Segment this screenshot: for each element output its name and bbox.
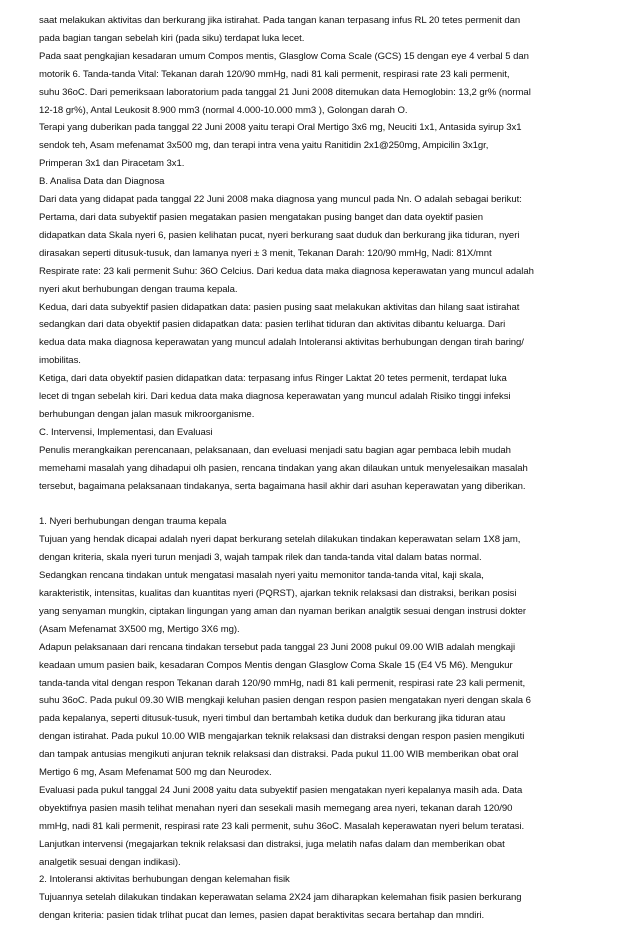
- text-line: mmHg, nadi 81 kali permenit, respirasi rate 23 kali permenit, suhu 36oC. Masalah keperawatan nyeri belum teratasi.: [39, 820, 525, 832]
- text-line: sedangkan dari data obyektif pasien didapatkan data: pasien terlihat tiduran dan aktivitas dibantu keluarga. Dari: [39, 319, 506, 331]
- blank-line: [39, 495, 616, 513]
- text-line: 1. Nyeri berhubungan dengan trauma kepala: [39, 516, 227, 528]
- text-line: Adapun pelaksanaan dari rencana tindakan tersebut pada tanggal 23 Juni 2008 pukul 09.00 WIB adalah mengkaji: [39, 641, 516, 653]
- text-line: dan tampak antusias mengikuti anjuran teknik relaksasi dan distraksi. Pada pukul 11.00 WIB memberikan obat oral: [39, 749, 519, 761]
- text-line: dengan kriteria: pasien tidak trlihat pucat dan lemes, pasien dapat beraktivitas secara bertahap dan mndiri.: [39, 910, 485, 922]
- text-line: dengan istirahat. Pada pukul 10.00 WIB mengajarkan teknik relaksasi dan distraksi dengan respon pasien mengikuti: [39, 731, 525, 743]
- text-line: lecet di tngan sebelah kiri. Dari kedua data maka diagnosa keperawatan yang muncul adalah Risiko tinggi infeksi: [39, 391, 511, 403]
- text-line: (Asam Mefenamat 3X500 mg, Mertigo 3X6 mg).: [39, 623, 240, 635]
- text-line: suhu 36oC. Pada pukul 09.30 WIB mengkaji keluhan pasien dengan respon pasien mengatakan nyeri dengan skala 6: [39, 695, 531, 707]
- text-line: Tujuannya setelah dilakukan tindakan keperawatan selama 2X24 jam diharapkan kelemahan fisik pasien berkurang: [39, 892, 522, 904]
- text-line: Pada saat pengkajian kesadaran umum Compos mentis, Glasglow Coma Scale (GCS) 15 dengan eye 4 verbal 5 dan: [39, 50, 529, 62]
- text-line: dengan kriteria, skala nyeri turun menjadi 3, wajah tampak rilek dan tanda-tanda vital dalam batas normal.: [39, 552, 482, 564]
- text-line: Dari data yang didapat pada tanggal 22 Juni 2008 maka diagnosa yang muncul pada Nn. O adalah sebagai berikut:: [39, 194, 522, 206]
- text-line: dirasakan seperti ditusuk-tusuk, dan lamanya nyeri ± 3 menit, Tekanan Darah: 120/90 mmHg, Nadi: 81X/mnt: [39, 247, 492, 259]
- text-line: B. Analisa Data dan Diagnosa: [39, 176, 165, 188]
- text-line: yang senyaman mungkin, ciptakan lingungan yang aman dan nyaman berikan analgtik sesuai dengan instrusi dokter: [39, 605, 527, 617]
- text-line: Sedangkan rencana tindakan untuk mengatasi masalah nyeri yaitu memonitor tanda-tanda vital, kaji skala,: [39, 570, 484, 582]
- text-line: kedua data maka diagnosa keperawatan yang muncul adalah Intoleransi aktivitas berhubungan dengan tirah baring/: [39, 337, 524, 349]
- text-line: tanda-tanda vital dengan respon Tekanan darah 120/90 mmHg, nadi 81 kali permenit, respirasi rate 23 kali permenit,: [39, 677, 526, 689]
- text-line: Ketiga, dari data obyektif pasien didapatkan data: terpasang infus Ringer Laktat 20 tetes permenit, terdapat luka: [39, 373, 507, 385]
- text-line: Kedua, dari data subyektif pasien didapatkan data: pasien pusing saat melakukan aktivitas dan hilang saat istirahat: [39, 301, 520, 313]
- text-line: obyektifnya pasien masih telihat menahan nyeri dan sesekali masih memegang area nyeri, tekanan darah 120/90: [39, 802, 513, 814]
- text-line: sendok teh, Asam mefenamat 3x500 mg, dan terapi intra vena yaitu Ranitidin 2x1@250mg, Ampicilin 3x1gr,: [39, 140, 489, 152]
- text-line: Pertama, dari data subyektif pasien megatakan pasien mengatakan pusing banget dan data oyektif pasien: [39, 211, 483, 223]
- text-line: motorik 6. Tanda-tanda Vital: Tekanan darah 120/90 mmHg, nadi 81 kali permenit, respirasi rate 23 kali permenit,: [39, 68, 510, 80]
- text-line: suhu 36oC. Dari pemeriksaan laboratorium pada tanggal 21 Juni 2008 ditemukan data Hemoglobin: 13,2 gr% (normal: [39, 86, 531, 98]
- text-line: Tujuan yang hendak dicapai adalah nyeri dapat berkurang setelah dilakukan tindakan keperawatan selam 1X8 jam,: [39, 534, 521, 546]
- text-line: keadaan umum pasien baik, kesadaran Compos Mentis dengan Glasglow Coma Skale 15 (E4 V5 M6). Mengukur: [39, 659, 513, 671]
- text-line: Lanjutkan intervensi (megajarkan teknik relaksasi dan distraksi, juga melatih nafas dalam dan memberikan obat: [39, 838, 505, 850]
- text-line: Mertigo 6 mg, Asam Mefenamat 500 mg dan Neurodex.: [39, 767, 272, 779]
- text-line: karakteristik, intensitas, kualitas dan kuantitas nyeri (PQRST), ajarkan teknik relaksasi dan distraksi, berikan posisi: [39, 587, 517, 599]
- text-line: nyeri akut berhubungan dengan trauma kepala.: [39, 283, 238, 295]
- text-line: analgetik sesuai dengan indikasi).: [39, 856, 181, 868]
- text-line: Primperan 3x1 dan Piracetam 3x1.: [39, 158, 185, 170]
- text-line: 12-18 gr%), Antal Leukosit 8.900 mm3 (normal 4.000-10.000 mm3 ), Golongan darah O.: [39, 104, 408, 116]
- text-line: tersebut, bagaimana pelaksanaan tindakanya, serta bagaimana hasil akhir dari asuhan keperawatan yang diberikan.: [39, 480, 526, 492]
- text-line: Evaluasi pada pukul tanggal 24 Juni 2008 yaitu data subyektif pasien mengatakan nyeri kepalanya masih ada. Data: [39, 784, 523, 796]
- text-line: berhubungan dengan jalan masuk mikroorganisme.: [39, 408, 255, 420]
- text-line: 2. Intoleransi aktivitas berhubungan dengan kelemahan fisik: [39, 874, 290, 886]
- text-line: memehami masalah yang dihadapui olh pasien, rencana tindakan yang akan dilaukan untuk menyelesaikan masalah: [39, 462, 528, 474]
- text-line: pada bagian tangan sebelah kiri (pada siku) terdapat luka lecet.: [39, 32, 305, 44]
- text-line: imobilitas.: [39, 355, 81, 367]
- text-line: Penulis merangkaikan perencanaan, pelaksanaan, dan eveluasi menjadi satu bagian agar pembaca lebih mudah: [39, 444, 511, 456]
- text-line: Respirate rate: 23 kali permenit Suhu: 36O Celcius. Dari kedua data maka diagnosa keperawatan yang muncul adalah: [39, 265, 534, 277]
- text-line: saat melakukan aktivitas dan berkurang jika istirahat. Pada tangan kanan terpasang infus RL 20 tetes permenit dan: [39, 15, 521, 26]
- text-line: didapatkan data Skala nyeri 6, pasien kelihatan pucat, nyeri berkurang saat duduk dan berkurang jika tiduran, nyeri: [39, 229, 520, 241]
- text-line: Terapi yang duberikan pada tanggal 22 Juni 2008 yaitu terapi Oral Mertigo 3x6 mg, Neuciti 1x1, Antasida syirup 3x1: [39, 122, 522, 134]
- text-line: pada kepalanya, seperti ditusuk-tusuk, nyeri timbul dan bertambah ketika duduk dan berkurang jika tiduran atau: [39, 713, 506, 725]
- text-line: C. Intervensi, Implementasi, dan Evaluasi: [39, 426, 213, 438]
